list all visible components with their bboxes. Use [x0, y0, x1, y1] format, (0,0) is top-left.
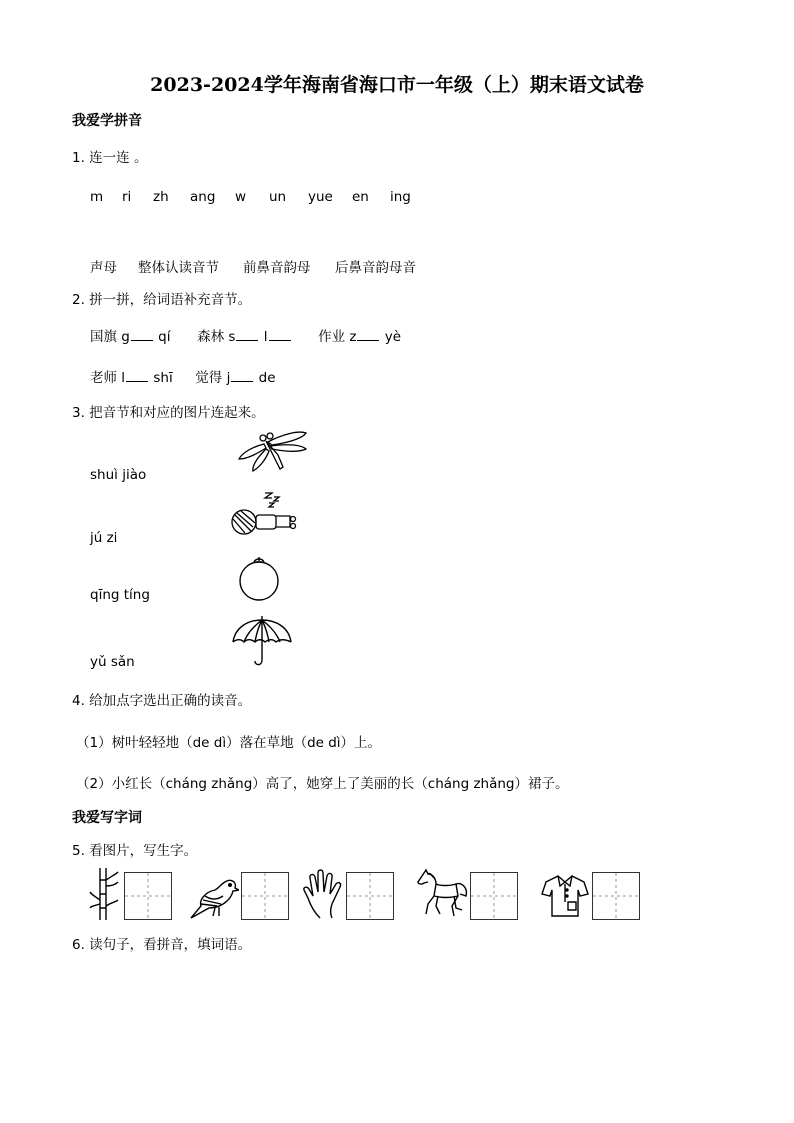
fill-blank[interactable]	[131, 328, 153, 341]
question-4-label: 4. 给加点字选出正确的读音。	[72, 693, 252, 709]
category-item: 声母	[90, 260, 117, 276]
pinyin-part: g	[121, 329, 130, 345]
pinyin-part: yè	[384, 329, 402, 345]
question-2-line-2	[90, 366, 276, 386]
word: 国旗	[90, 329, 117, 345]
question-6-label: 6. 读句子，看拼音，填词语。	[72, 937, 252, 953]
pinyin-item: yue	[308, 189, 333, 205]
question-5-label: 5. 看图片，写生字。	[72, 843, 198, 859]
pinyin-item: m	[90, 189, 104, 205]
bamboo-icon	[88, 866, 120, 922]
question-4-sub-2: （2）小红长（cháng zhǎng）高了，她穿上了美丽的长（cháng zhǎng）裙子。	[76, 776, 569, 792]
pinyin-item: ing	[390, 189, 411, 205]
question-3-label: 3. 把音节和对应的图片连起来。	[72, 405, 265, 421]
section-heading-writing: 我爱写字词	[72, 810, 142, 826]
question-1-category-row	[90, 256, 435, 276]
question-2-label: 2. 拼一拼，给词语补充音节。	[72, 292, 252, 308]
pinyin-part: de	[258, 370, 276, 386]
section-heading-pinyin: 我爱学拼音	[72, 113, 142, 129]
category-item: 整体认读音节	[138, 260, 219, 276]
syllable-item: qīng tíng	[90, 587, 150, 603]
pinyin-part: l	[121, 370, 126, 386]
word: 老师	[90, 370, 117, 386]
umbrella-icon[interactable]	[229, 612, 295, 670]
question-1-pinyin-row	[90, 189, 420, 205]
writing-grid[interactable]	[124, 872, 172, 920]
fill-blank[interactable]	[269, 328, 291, 341]
pinyin-part: qí	[158, 329, 171, 345]
pinyin-part: l	[263, 329, 268, 345]
category-item: 前鼻音韵母	[243, 260, 311, 276]
pinyin-part: s	[228, 329, 236, 345]
hand-icon	[300, 868, 346, 922]
word: 森林	[197, 329, 225, 345]
syllable-item: yǔ sǎn	[90, 654, 135, 670]
word: 觉得	[195, 370, 223, 386]
pinyin-item: ri	[122, 189, 132, 205]
question-2-line-1	[90, 325, 401, 345]
pinyin-part: shī	[153, 370, 173, 386]
bird-icon	[187, 874, 239, 920]
sleeping-icon[interactable]	[229, 489, 301, 541]
writing-grid[interactable]	[470, 872, 518, 920]
pinyin-item: un	[269, 189, 287, 205]
pinyin-item: zh	[153, 189, 169, 205]
syllable-item: jú zi	[90, 530, 118, 546]
horse-icon	[416, 866, 470, 920]
pinyin-item: ang	[190, 189, 216, 205]
writing-grid[interactable]	[592, 872, 640, 920]
word: 作业	[318, 329, 346, 345]
page-title: 2023-2024学年海南省海口市一年级（上）期末语文试卷	[150, 74, 644, 96]
dragonfly-icon[interactable]	[236, 427, 310, 479]
fill-blank[interactable]	[236, 328, 258, 341]
pinyin-part: z	[349, 329, 357, 345]
pinyin-item: en	[352, 189, 369, 205]
pinyin-item: w	[235, 189, 247, 205]
writing-grid[interactable]	[241, 872, 289, 920]
question-1-label: 1. 连一连 。	[72, 150, 148, 166]
question-4-sub-1: （1）树叶轻轻地（de dì）落在草地（de dì）上。	[76, 735, 382, 751]
fill-blank[interactable]	[231, 369, 253, 382]
category-item: 后鼻音韵母音	[335, 260, 416, 276]
fill-blank[interactable]	[357, 328, 379, 341]
pinyin-part: j	[226, 370, 231, 386]
orange-icon[interactable]	[232, 554, 286, 602]
fill-blank[interactable]	[126, 369, 148, 382]
shirt-icon	[540, 872, 590, 920]
syllable-item: shuì jiào	[90, 467, 147, 483]
writing-grid[interactable]	[346, 872, 394, 920]
